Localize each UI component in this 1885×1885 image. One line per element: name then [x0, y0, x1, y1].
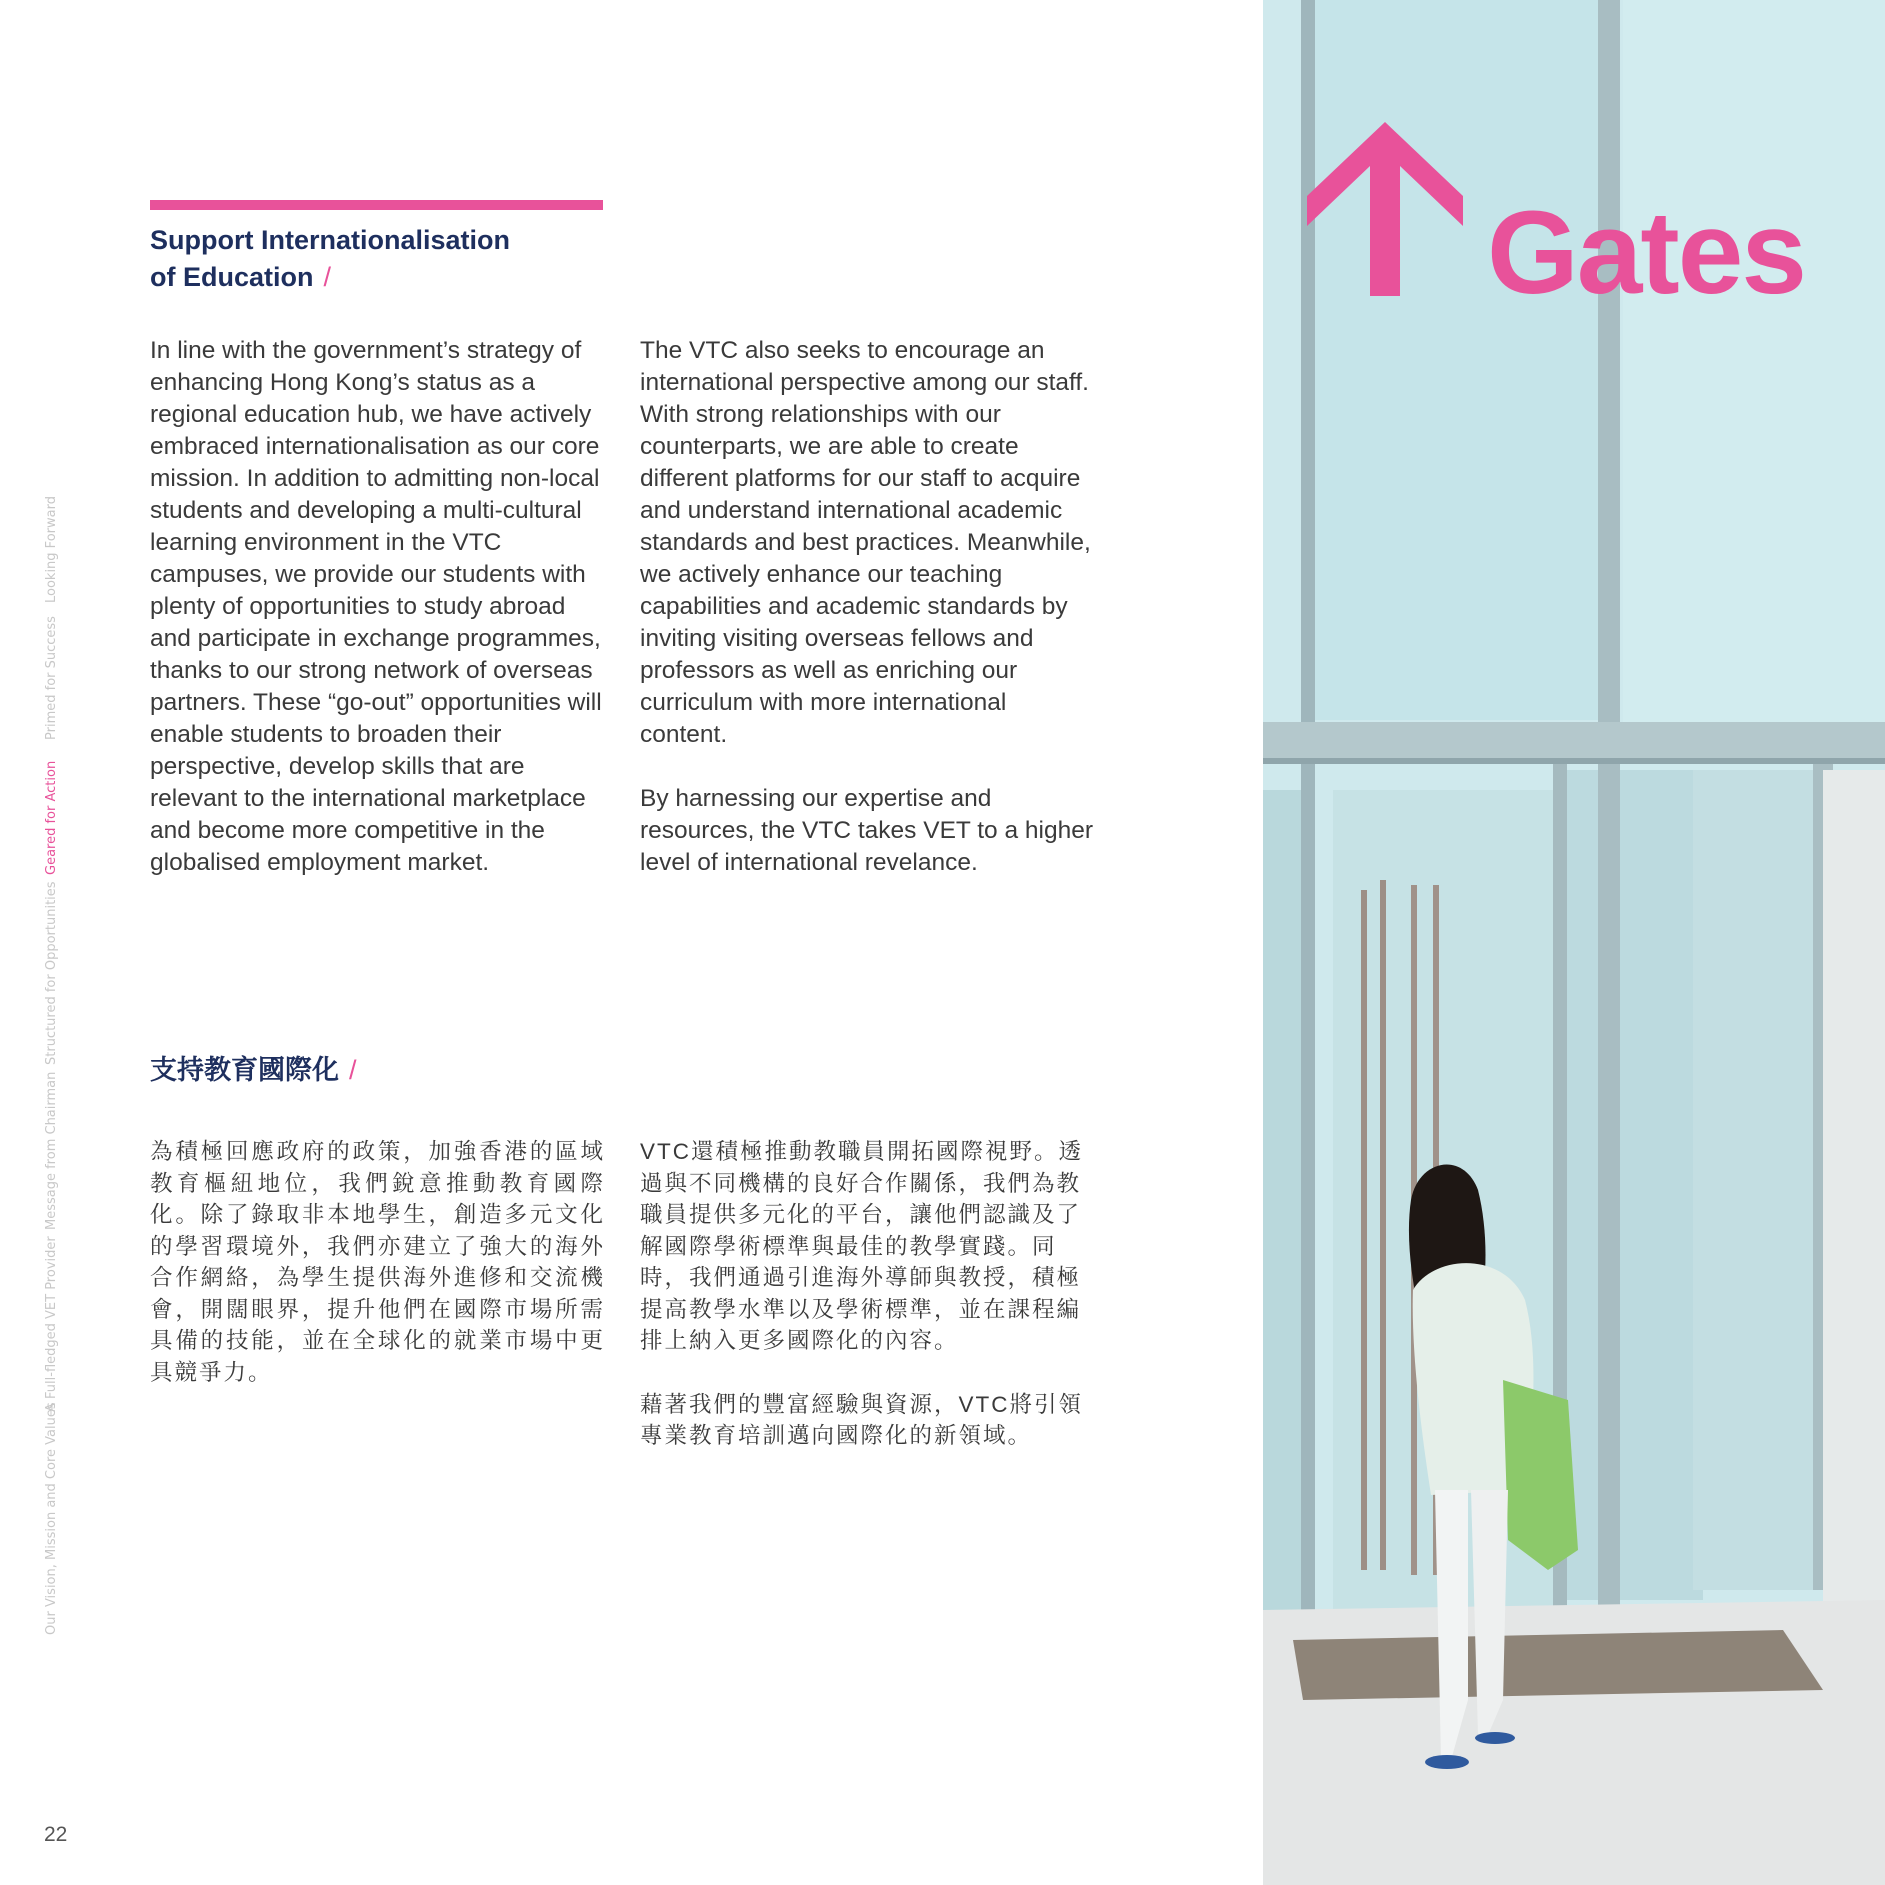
side-nav-message-from-chairman[interactable]: Message from Chairman [44, 1071, 59, 1230]
chinese-column-left [150, 1136, 605, 1420]
section-title-zh [150, 1052, 670, 1088]
section-side-nav [44, 496, 68, 1650]
title-slash: / [349, 1055, 357, 1085]
section-title-en-line2: of Education [150, 262, 314, 292]
english-column-left [150, 335, 610, 911]
accent-rule [150, 200, 603, 210]
english-column-right [640, 335, 1100, 911]
up-arrow-icon [1305, 118, 1465, 298]
chinese-column-right [640, 1136, 1100, 1484]
chinese-paragraph: 為積極回應政府的政策，加強香港的區域教育樞紐地位，我們銳意推動教育國際化。除了錄取非本地學生，創造多元文化的學習環境外，我們亦建立了強大的海外合作網絡，為學生提供海外進修和交流機會，開闊眼界，提升他們在國際市場所需具備的技能，並在全球化的就業市場中更具競爭力。 [150, 1139, 605, 1385]
section-title-en [150, 222, 670, 296]
title-slash: / [323, 262, 332, 292]
chinese-paragraph: VTC還積極推動教職員開拓國際視野。透過與不同機構的良好合作關係，我們為教職員提供多元化的平台，讓他們認識及了解國際學術標準與最佳的教學實踐。同時，我們通過引進海外導師與教授，積極提高教學水準以及學術標準，並在課程編排上納入更多國際化的內容。 [640, 1139, 1084, 1353]
side-nav-looking-forward[interactable]: Looking Forward [44, 496, 59, 603]
english-paragraph: By harnessing our expertise and resources, the VTC takes VET to a higher level of international revelance. [640, 785, 1094, 876]
side-nav-geared-for-action[interactable]: Geared for Action [44, 760, 59, 875]
side-nav-vision-mission-values[interactable]: Our Vision, Mission and Core Values [44, 1402, 59, 1635]
gates-title: Gates [1487, 187, 1805, 319]
chinese-paragraph: 藉著我們的豐富經驗與資源，VTC將引領專業教育培訓邁向國際化的新領域。 [640, 1391, 1084, 1448]
english-paragraph: In line with the government’s strategy of enhancing Hong Kong’s status as a regional education hub, we have actively embraced internationalisation as our core mission. In addition to admitting non-local students and developing a multi-cultural learning environment in the VTC campuses, we provide our students with plenty of opportunities to study abroad and participate in exchange programmes, thanks to our strong network of overseas partners. These “go-out” opportunities will enable students to broaden their perspective, develop skills that are relevant to the international marketplace and become more competitive in the globalised employment market. [150, 337, 602, 876]
page-number: 22 [44, 1823, 68, 1846]
side-nav-primed-for-success[interactable]: Primed for Success [44, 616, 59, 740]
english-paragraph: The VTC also seeks to encourage an international perspective among our staff. With strong relationships with our counterparts, we are able to create different platforms for our staff to acquire and understand international academic standards and best practices. Meanwhile, we actively enhance our teaching capabilities and academic standards by inviting visiting overseas fellows and professors as well as enriching our curriculum with more international content. [640, 337, 1091, 748]
section-title-zh-text: 支持教育國際化 [150, 1055, 339, 1085]
side-nav-full-fledged-vet-provider[interactable]: A Full-fledged VET Provider [44, 1236, 59, 1412]
section-title-en-line1: Support Internationalisation [150, 225, 511, 255]
side-nav-structured-for-opportunities[interactable]: Structured for Opportunities [44, 881, 59, 1065]
